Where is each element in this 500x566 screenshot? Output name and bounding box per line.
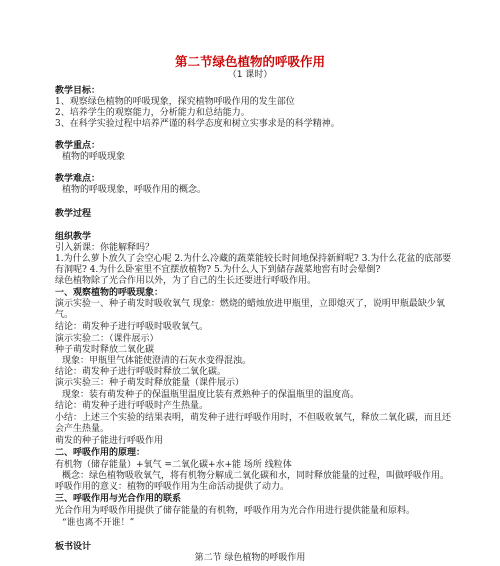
objective-item: 2、培养学生的观察能力，分析能力和总结能力。 <box>55 108 250 118</box>
intro-line: 1.为什么萝卜放久了会空心呢 2.为什么冷藏的蔬菜能较长时间地保持新鲜呢? 3.为什么花盆的底部要 <box>55 254 452 264</box>
intro-line: 绿色植物除了光合作用以外，为了自己的生长还要进行呼吸作用。 <box>55 276 317 286</box>
objective-item: 3、在科学实验过程中培养严谨的科学态度和树立实事求是的科学精神。 <box>55 119 340 129</box>
key-points-heading: 教学重点： <box>55 141 101 151</box>
section1-line: 结论：萌发种子进行呼吸时产生热量。 <box>55 401 209 411</box>
objectives-heading: 教学目标： <box>55 86 101 96</box>
section1-line: 现象：甲瓶里气体能使澄清的石灰水变得混浊。 <box>62 356 252 366</box>
section1-line: 演示实验一、种子萌发时吸收氧气 现象：燃烧的蜡烛放进甲瓶里，立即熄灭了，说明甲瓶最缺少氧 <box>55 299 445 309</box>
difficulties-heading: 教学难点： <box>55 174 101 184</box>
organize-heading: 组织教学 <box>55 232 92 242</box>
difficulties-text: 植物的呼吸现象，呼吸作用的概念。 <box>62 185 207 195</box>
key-points-text: 植物的呼吸现象 <box>62 152 126 162</box>
section3-heading: 三、呼吸作用与光合作用的联系 <box>55 494 182 504</box>
section2-line: 有机物（储存能量）+氧气 =二氧化碳+水+能 场所 线粒体 <box>55 460 292 470</box>
section2-line: 呼吸作用的意义：植物的呼吸作用为生命活动提供了动力。 <box>55 482 290 492</box>
page-title: 第二节绿色植物的呼吸作用 <box>174 54 325 69</box>
objective-item: 1、观察绿色植物的呼吸现象，探究植物呼吸作用的发生部位 <box>55 97 295 107</box>
section3-line: 光合作用为呼吸作用提供了储存能量的有机物，呼吸作用为光合作用进行提供能量和原料。 <box>55 506 416 516</box>
section1-line: 小结：上述三个实验的结果表明，萌发种子进行呼吸作用时，不但吸收氧气，释放二氧化碳，而且还 <box>55 413 452 423</box>
section1-line: 现象：装有萌发种子的保温瓶里温度比装有煮熟种子的保温瓶里的温度高。 <box>62 390 360 400</box>
intro-line: 引入新课：你能解释吗？ <box>55 243 155 253</box>
section1-line: 种子萌发时释放二氧化碳 <box>55 345 155 355</box>
section1-line: 结论：萌发种子进行呼吸时释放二氧化碳。 <box>55 367 227 377</box>
section3-line: “谁也离不开谁！” <box>62 518 135 528</box>
section1-line: 会产生热量。 <box>55 424 110 434</box>
page-subtitle: （1 课时） <box>227 70 273 80</box>
section1-line: 萌发的种子能进行呼吸作用 <box>55 436 164 446</box>
section1-line: 演示实验二：（课件展示） <box>55 334 159 344</box>
process-heading: 教学过程 <box>55 209 92 219</box>
section2-heading: 二、呼吸作用的原理： <box>55 448 146 458</box>
section1-line: 气。 <box>55 310 74 320</box>
board-heading: 板书设计 <box>55 542 92 552</box>
section1-heading: 一、观察植物的呼吸现象： <box>55 288 164 298</box>
section1-line: 演示实验三：种子萌发时释放能量（课件展示） <box>55 378 245 388</box>
board-title: 第二节 绿色植物的呼吸作用 <box>194 553 306 563</box>
section2-line: 概念：绿色植物吸收氧气，将有机物分解成二氧化碳和水，同时释放能量的过程，叫做呼吸作用。 <box>62 471 450 481</box>
intro-line: 有洞呢? 4.为什么卧室里不宜摆放植物? 5.为什么人下到储存蔬菜地窖有时会晕倒? <box>55 265 381 275</box>
section1-line: 结论：萌发种子进行呼吸时吸收氧气。 <box>55 322 209 332</box>
